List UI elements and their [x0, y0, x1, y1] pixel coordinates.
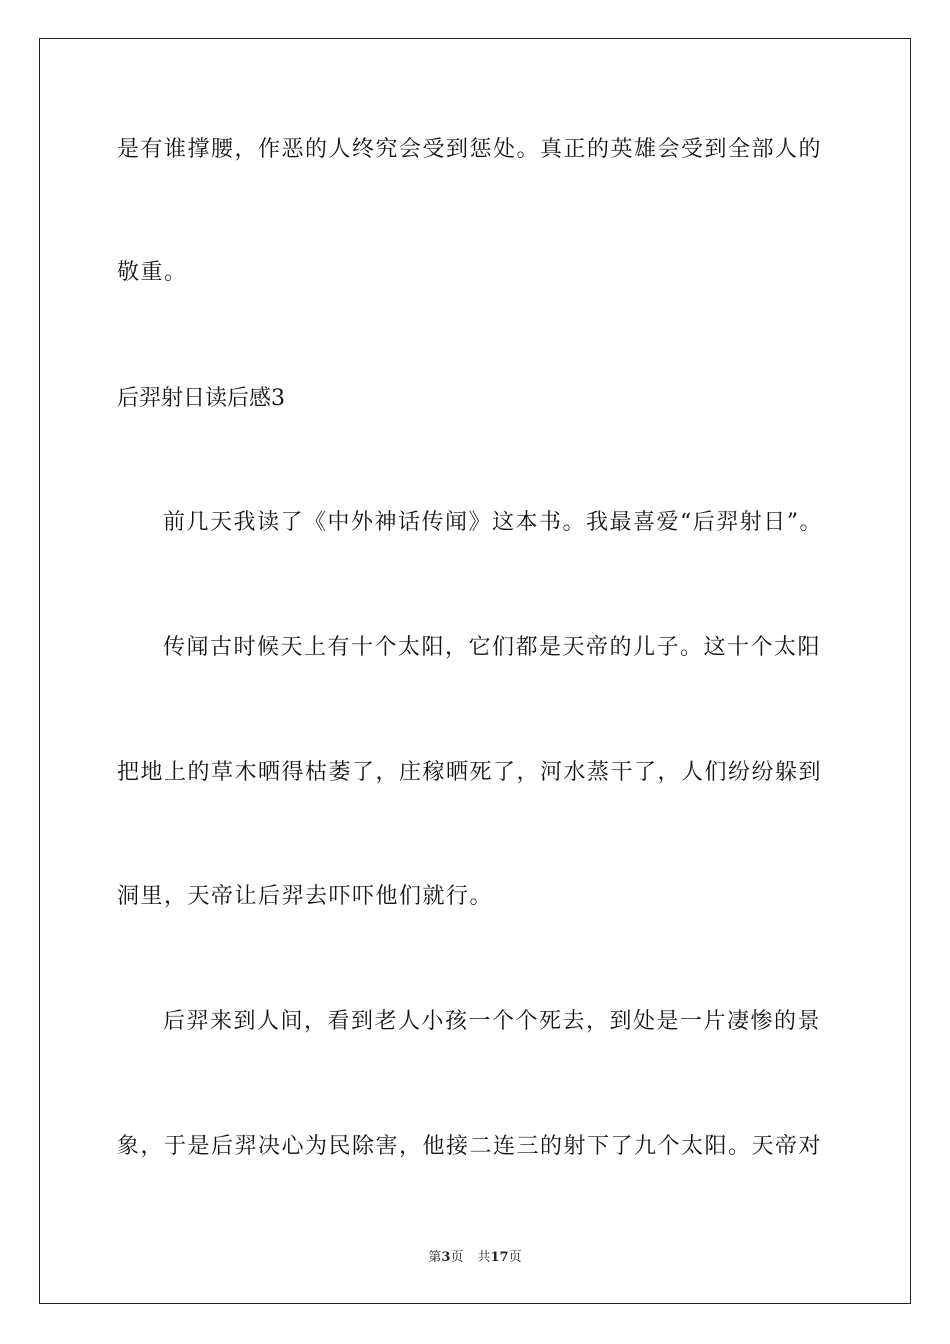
paragraph-3-line-1: 后羿来到人间，看到老人小孩一个个死去，到处是一片凄惨的景: [163, 1009, 822, 1034]
paragraph-3-line-2: 象，于是后羿决心为民除害，他接二连三的射下了九个太阳。天帝对: [117, 1134, 823, 1159]
paragraph-2-line-2: 把地上的草木晒得枯萎了，庄稼晒死了，河水蒸干了，人们纷纷躲到: [117, 760, 823, 785]
text-line-1: 是有谁撑腰，作恶的人终究会受到惩处。真正的英雄会受到全部人的: [117, 137, 823, 162]
page-prefix: 第: [428, 1250, 442, 1265]
page-border: [39, 38, 911, 1304]
total-prefix: 共: [477, 1250, 491, 1265]
total-suffix: 页: [508, 1250, 522, 1265]
paragraph-2-line-1: 传闻古时候天上有十个太阳，它们都是天帝的儿子。这十个太阳: [163, 635, 822, 660]
page-suffix: 页: [450, 1250, 464, 1265]
text-line-2: 敬重。: [117, 260, 188, 285]
page-footer: [0, 1250, 950, 1266]
paragraph-2-line-3: 洞里，天帝让后羿去吓吓他们就行。: [117, 884, 494, 909]
total-pages: 17: [490, 1250, 509, 1265]
section-heading: 后羿射日读后感3: [117, 386, 285, 411]
paragraph-1-line-1: 前几天我读了《中外神话传闻》这本书。我最喜爱“后羿射日”。: [163, 510, 823, 535]
page-number: 3: [441, 1250, 451, 1265]
